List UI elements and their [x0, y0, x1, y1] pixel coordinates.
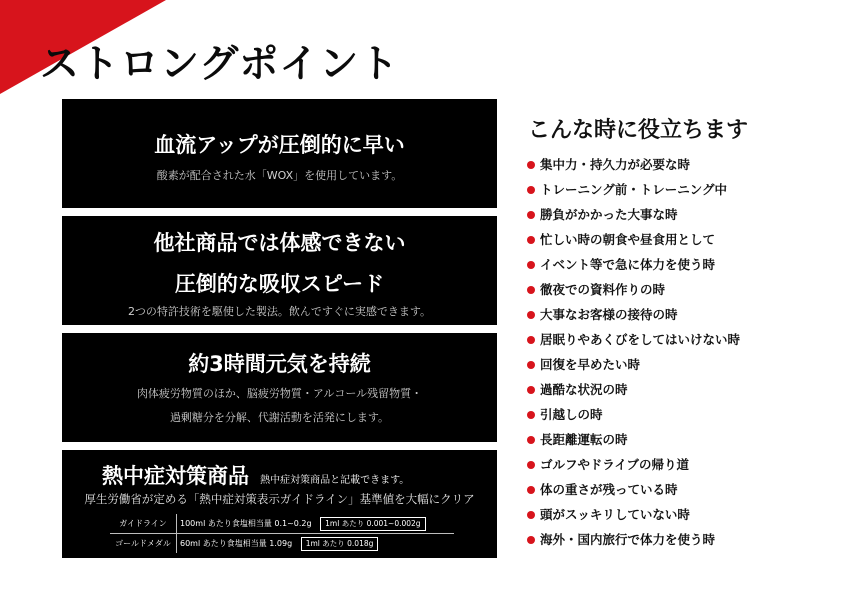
list-item — [527, 277, 740, 302]
list-item-text: イベント等で急に体力を使う時 — [540, 257, 716, 272]
list-item — [527, 402, 740, 427]
list-item — [527, 502, 740, 527]
point-subtext-line-2: 過剰糖分を分解、代謝活動を活発にします。 — [169, 411, 390, 424]
heatstroke-note: 熱中症対策商品と記載できます。 — [260, 475, 410, 486]
list-item-text: 勝負がかかった大事な時 — [540, 207, 678, 222]
list-item — [527, 302, 740, 327]
list-item — [527, 202, 740, 227]
list-item-text: 長距離運転の時 — [540, 432, 628, 447]
heatstroke-title: 熱中症対策商品 — [102, 464, 249, 488]
uses-title: こんな時に役立ちます — [528, 118, 749, 143]
bullet-dot-icon — [527, 386, 535, 394]
row-value-cell — [177, 534, 455, 554]
salt-standard-table — [110, 514, 454, 553]
list-item — [527, 477, 740, 502]
point-subtext-line-1: 肉体疲労物質のほか、脳疲労物質・アルコール残留物質・ — [136, 387, 423, 400]
list-item-text: 回復を早めたい時 — [540, 357, 641, 372]
list-item-text: 忙しい時の朝食や昼食用として — [540, 232, 716, 247]
point-box-absorption — [62, 216, 497, 325]
bullet-dot-icon — [527, 361, 535, 369]
list-item-text: 集中力・持久力が必要な時 — [540, 157, 691, 172]
list-item — [527, 227, 740, 252]
bullet-dot-icon — [527, 211, 535, 219]
bullet-dot-icon — [527, 286, 535, 294]
point-subtext: 酸素が配合された水「WOX」を使用しています。 — [156, 169, 403, 182]
list-item-text: 海外・国内旅行で体力を使う時 — [540, 532, 716, 547]
uses-list — [527, 152, 740, 552]
point-heading-line-2: 圧倒的な吸収スピード — [174, 272, 385, 296]
row-label: ゴールドメダル — [110, 534, 177, 554]
row-value-cell — [177, 514, 455, 534]
list-item — [527, 152, 740, 177]
point-box-energy — [62, 333, 497, 442]
point-heading: 血流アップが圧倒的に早い — [154, 133, 405, 157]
bullet-dot-icon — [527, 161, 535, 169]
bullet-dot-icon — [527, 186, 535, 194]
list-item — [527, 427, 740, 452]
list-item-text: 過酷な状況の時 — [540, 382, 628, 397]
point-heading-line-1: 他社商品では体感できない — [153, 231, 406, 255]
list-item — [527, 377, 740, 402]
point-subtext: 2つの特許技術を駆使した製法。飲んですぐに実感できます。 — [127, 305, 432, 318]
per-ml-badge: 1ml あたり 0.018g — [301, 537, 379, 551]
row-label: ガイドライン — [110, 514, 177, 534]
row-value: 100ml あたり食塩相当量 0.1~0.2g — [180, 518, 312, 528]
per-ml-badge: 1ml あたり 0.001~0.002g — [320, 517, 425, 531]
list-item — [527, 352, 740, 377]
point-heading: 約3時間元気を持続 — [188, 352, 371, 376]
heatstroke-description: 厚生労働省が定める「熱中症対策表示ガイドライン」基準値を大幅にクリア — [84, 492, 475, 506]
bullet-dot-icon — [527, 411, 535, 419]
list-item — [527, 327, 740, 352]
page-title: ストロングポイント — [40, 42, 400, 87]
table-row — [110, 534, 454, 554]
list-item-text: 徹夜での資料作りの時 — [540, 282, 666, 297]
list-item — [527, 177, 740, 202]
list-item-text: 居眠りやあくびをしてはいけない時 — [540, 332, 741, 347]
list-item-text: 体の重さが残っている時 — [540, 482, 678, 497]
bullet-dot-icon — [527, 511, 535, 519]
list-item-text: 大事なお客様の接待の時 — [540, 307, 678, 322]
bullet-dot-icon — [527, 336, 535, 344]
bullet-dot-icon — [527, 261, 535, 269]
list-item — [527, 527, 740, 552]
list-item-text: 頭がスッキリしていない時 — [540, 507, 690, 522]
bullet-dot-icon — [527, 311, 535, 319]
row-value: 60ml あたり食塩相当量 1.09g — [180, 538, 293, 548]
list-item-text: ゴルフやドライブの帰り道 — [540, 457, 690, 472]
list-item-text: トレーニング前・トレーニング中 — [540, 182, 728, 197]
bullet-dot-icon — [527, 236, 535, 244]
bullet-dot-icon — [527, 486, 535, 494]
point-box-blood-flow — [62, 99, 497, 208]
point-box-heatstroke — [62, 450, 497, 558]
bullet-dot-icon — [527, 436, 535, 444]
table-row — [110, 514, 454, 534]
list-item — [527, 252, 740, 277]
list-item-text: 引越しの時 — [540, 407, 603, 422]
bullet-dot-icon — [527, 536, 535, 544]
bullet-dot-icon — [527, 461, 535, 469]
heatstroke-title-row — [102, 460, 409, 490]
list-item — [527, 452, 740, 477]
